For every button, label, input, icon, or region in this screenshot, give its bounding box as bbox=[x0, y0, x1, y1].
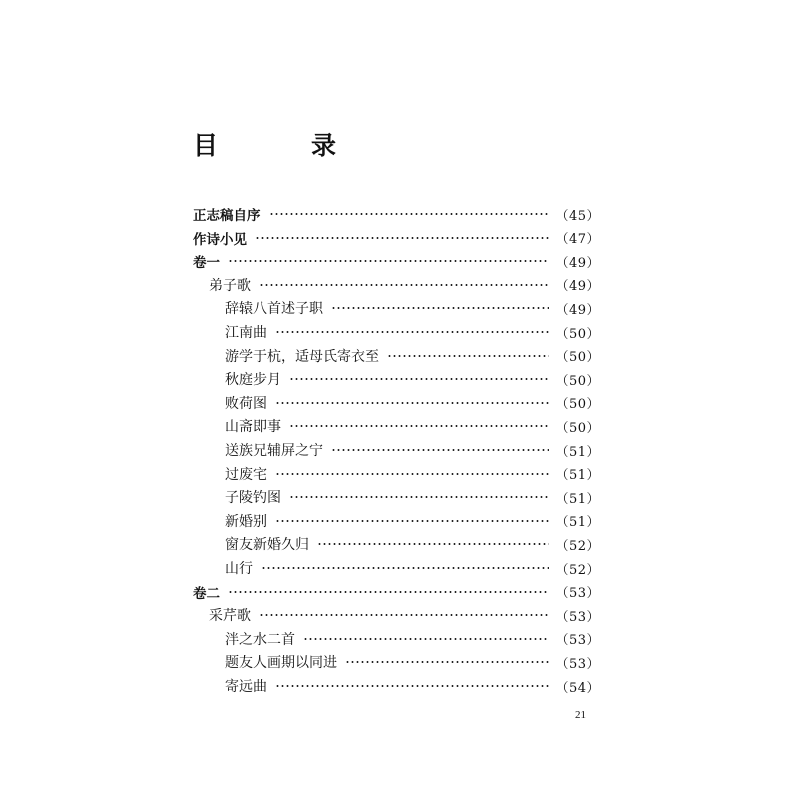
toc-entry bbox=[225, 296, 600, 320]
toc-entry bbox=[225, 320, 600, 344]
dot-leader bbox=[275, 402, 549, 404]
toc-entry-page: （50） bbox=[555, 420, 600, 436]
toc-entry bbox=[225, 344, 600, 368]
toc-entry-title: 正志稿自序 bbox=[193, 208, 261, 224]
dot-leader bbox=[317, 543, 549, 545]
dot-leader bbox=[259, 284, 549, 286]
dot-leader bbox=[259, 614, 549, 616]
dot-leader bbox=[289, 378, 549, 380]
dot-leader bbox=[275, 520, 549, 522]
toc-entry bbox=[225, 556, 600, 580]
toc-entry bbox=[225, 627, 600, 651]
toc-entry-title: 过废宅 bbox=[225, 466, 267, 483]
dot-leader bbox=[331, 307, 549, 309]
dot-leader bbox=[303, 638, 549, 640]
dot-leader bbox=[275, 473, 549, 475]
toc-entry-title: 江南曲 bbox=[225, 325, 267, 341]
toc-entry-page: （53） bbox=[555, 656, 600, 672]
toc-entry-title: 秋庭步月 bbox=[225, 372, 281, 389]
dot-leader bbox=[228, 260, 549, 262]
toc-entry-page: （52） bbox=[555, 562, 600, 578]
toc-entry bbox=[225, 438, 600, 462]
toc-entry-title: 子陵钓图 bbox=[225, 490, 281, 507]
toc-entry bbox=[209, 273, 600, 297]
toc-entry bbox=[193, 249, 600, 273]
toc-entry bbox=[225, 414, 600, 438]
toc-entry-title: 卷一 bbox=[193, 255, 220, 272]
dot-leader bbox=[345, 661, 549, 663]
dot-leader bbox=[275, 685, 549, 687]
toc-entry-title: 泮之水二首 bbox=[225, 631, 295, 648]
dot-leader bbox=[255, 237, 549, 239]
toc-entry-title: 作诗小见 bbox=[193, 231, 247, 248]
toc-entry-page: （51） bbox=[555, 444, 600, 460]
toc-entry-title: 新婚别 bbox=[225, 513, 267, 530]
toc-entry-page: （50） bbox=[555, 397, 600, 413]
toc-entry bbox=[225, 462, 600, 486]
dot-leader bbox=[289, 496, 549, 498]
toc-entry-page: （52） bbox=[555, 538, 600, 554]
toc-entry-page: （47） bbox=[555, 232, 600, 248]
toc-entry-title: 山行 bbox=[225, 561, 253, 577]
toc-entry bbox=[193, 580, 600, 604]
toc-entry-page: （53） bbox=[555, 633, 600, 649]
toc-entry-page: （54） bbox=[555, 680, 600, 696]
toc-entry-page: （53） bbox=[555, 609, 600, 625]
toc-entry-page: （49） bbox=[555, 302, 600, 318]
page-number: 21 bbox=[575, 709, 586, 721]
toc-entry bbox=[225, 367, 600, 391]
toc-entry-title: 窗友新婚久归 bbox=[225, 537, 309, 554]
dot-leader bbox=[228, 591, 549, 593]
dot-leader bbox=[275, 331, 549, 333]
page-title: 目 录 bbox=[193, 131, 371, 160]
toc-entry-title: 寄远曲 bbox=[225, 679, 267, 695]
toc-entry-title: 送族兄辅屏之宁 bbox=[225, 443, 323, 459]
dot-leader bbox=[289, 425, 549, 427]
toc-entry-page: （49） bbox=[555, 279, 600, 295]
toc-entry-page: （51） bbox=[555, 468, 600, 484]
toc-entry-title: 卷二 bbox=[193, 585, 220, 602]
toc-entry bbox=[225, 485, 600, 509]
toc-entry-page: （49） bbox=[555, 255, 600, 271]
toc-entry bbox=[225, 674, 600, 698]
toc-entry-title: 题友人画期以同进 bbox=[225, 655, 337, 672]
toc-entry-page: （50） bbox=[555, 373, 600, 389]
toc-entry-title: 辞辕八首述子职 bbox=[225, 301, 323, 318]
toc-entry bbox=[193, 226, 600, 250]
toc-entry-page: （50） bbox=[555, 326, 600, 342]
toc-entry bbox=[193, 202, 600, 226]
toc-entry bbox=[225, 391, 600, 415]
toc-entry-page: （50） bbox=[555, 350, 600, 366]
toc-entry-title: 游学于杭，适母氏寄衣至 bbox=[225, 348, 379, 365]
dot-leader bbox=[261, 567, 549, 569]
dot-leader bbox=[387, 355, 549, 357]
toc-entry-page: （53） bbox=[555, 586, 600, 602]
toc-entry bbox=[209, 603, 600, 627]
toc-entry-title: 山斋即事 bbox=[225, 419, 281, 436]
toc-entry bbox=[225, 650, 600, 674]
dot-leader bbox=[269, 213, 550, 215]
toc-entry bbox=[225, 532, 600, 556]
toc-entry-page: （45） bbox=[555, 208, 600, 224]
toc-entry-page: （51） bbox=[555, 491, 600, 507]
toc-entry-page: （51） bbox=[555, 515, 600, 531]
toc-entry-title: 败荷图 bbox=[225, 395, 267, 412]
toc-entry-title: 弟子歌 bbox=[209, 277, 251, 294]
toc-entry bbox=[225, 509, 600, 533]
dot-leader bbox=[331, 449, 549, 451]
toc-entry-title: 采芹歌 bbox=[209, 608, 251, 625]
